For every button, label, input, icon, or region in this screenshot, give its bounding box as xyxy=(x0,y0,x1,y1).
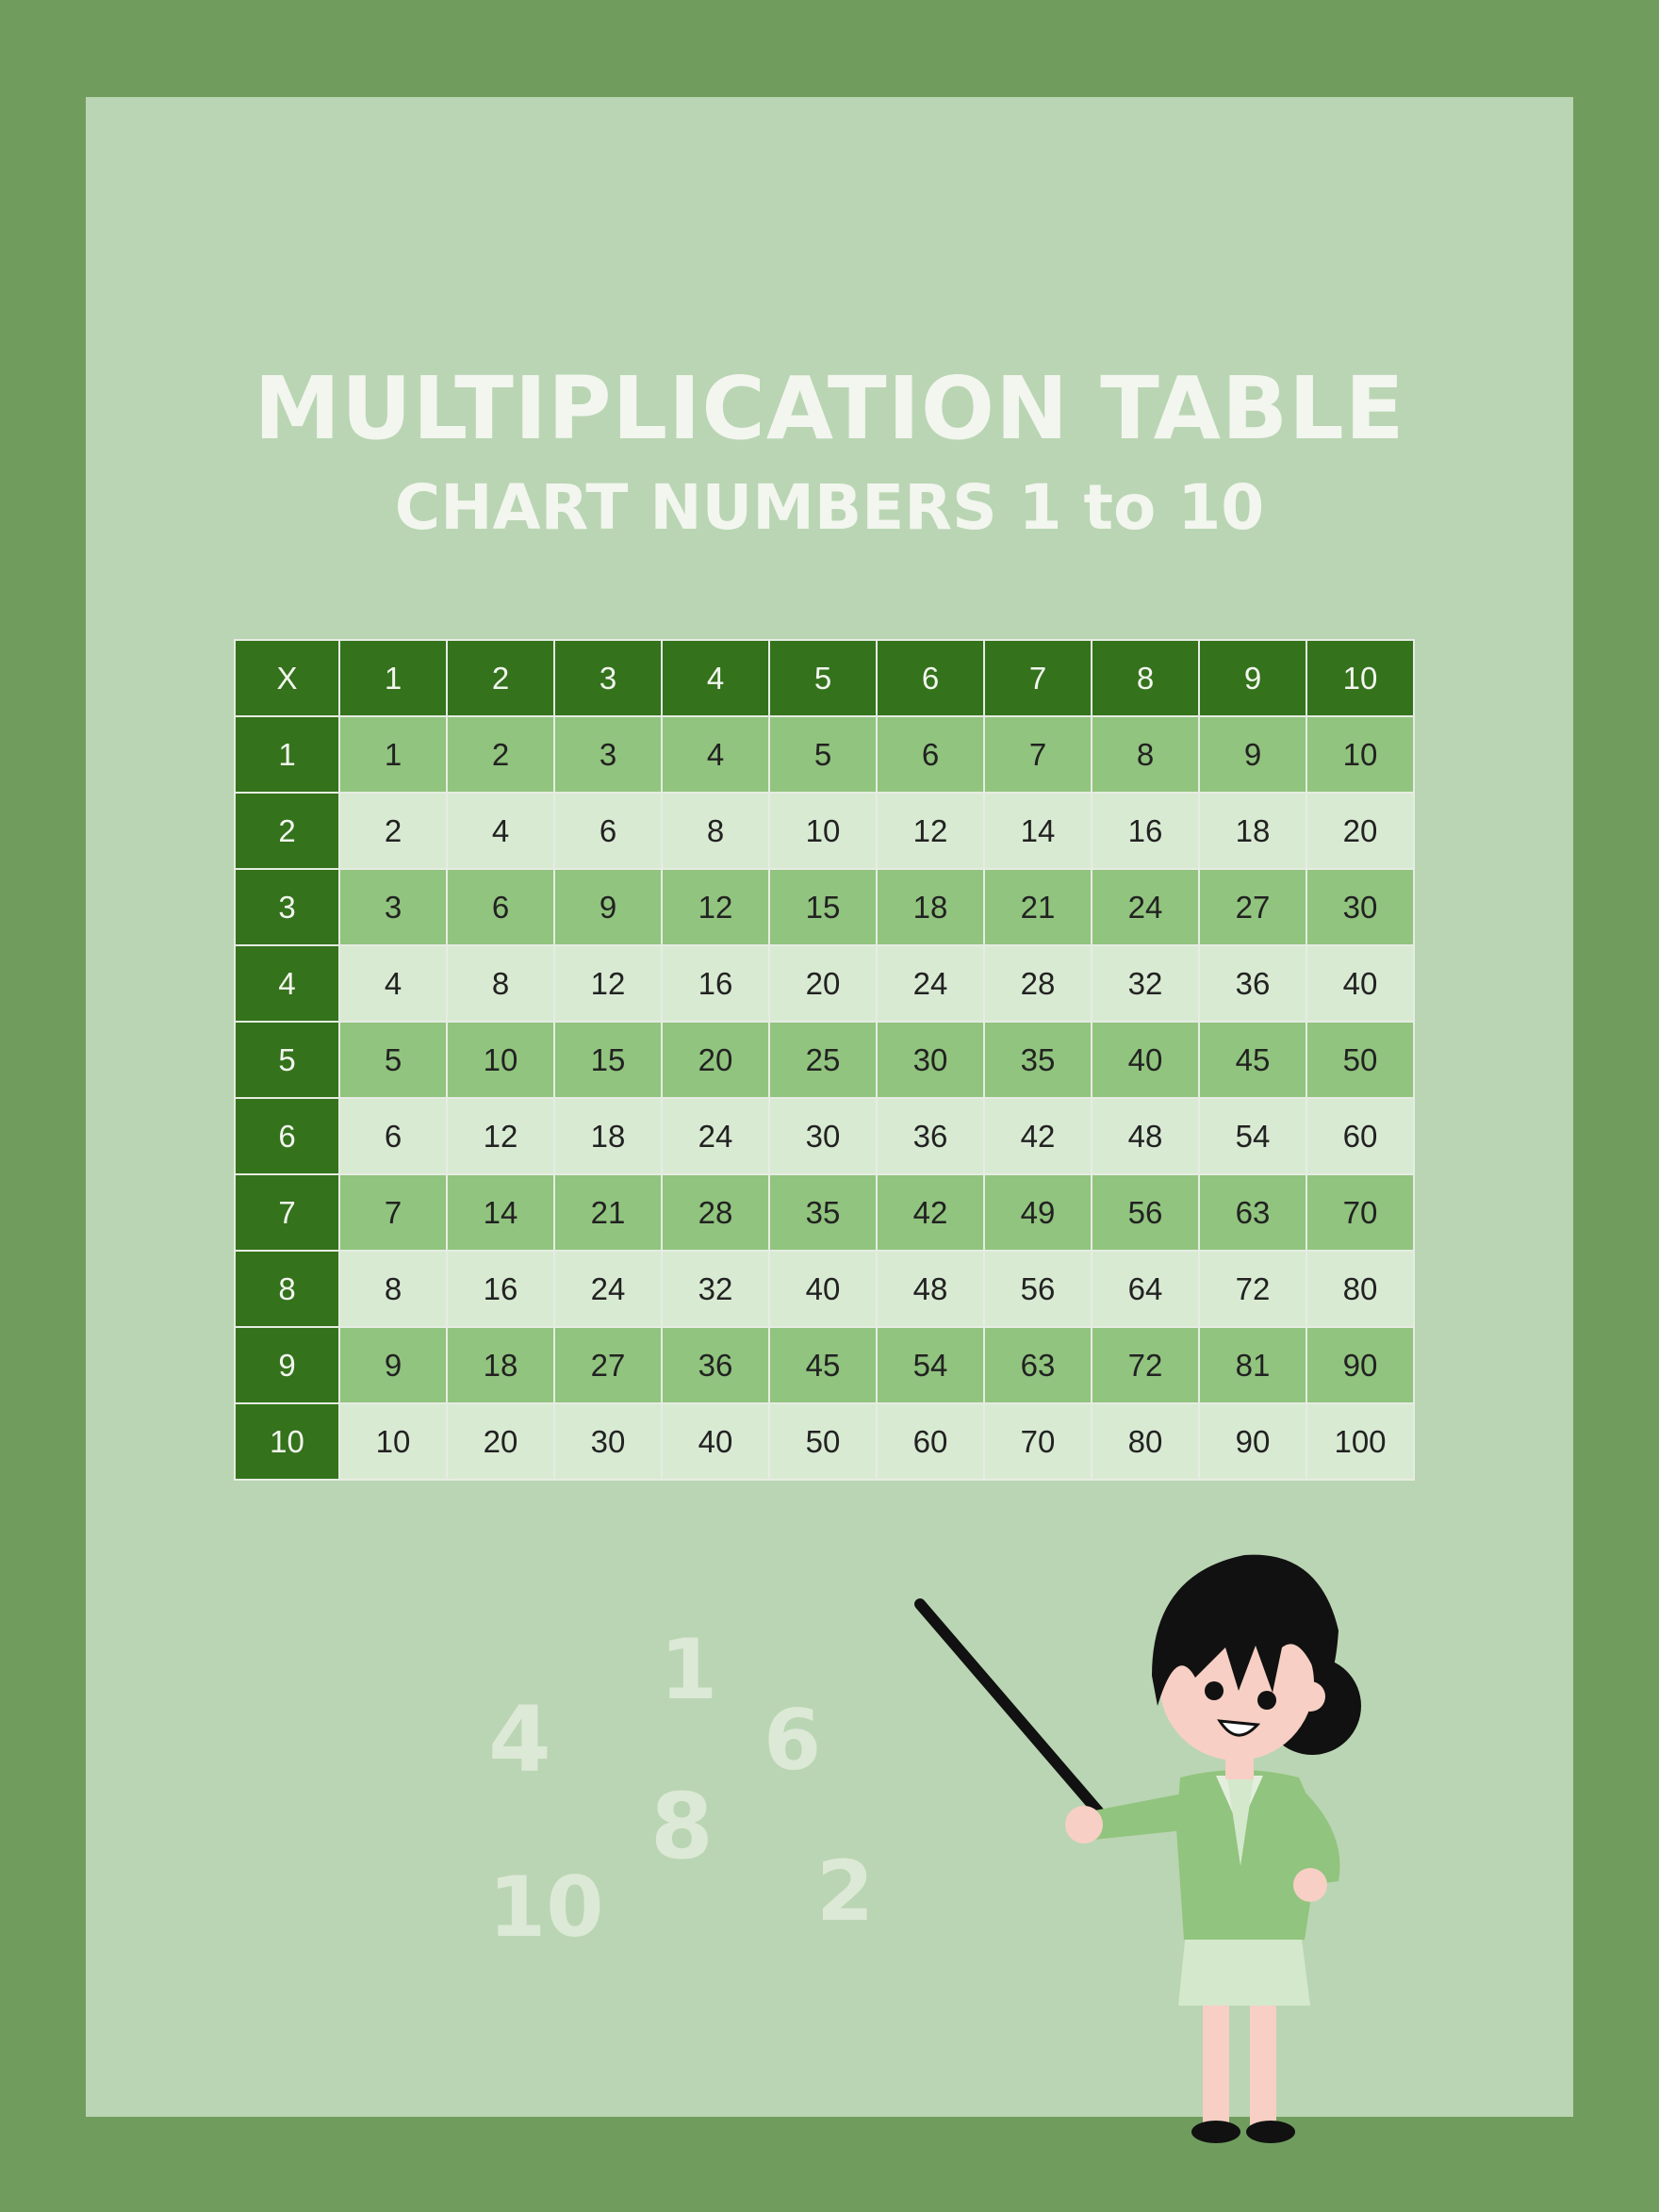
column-header: 4 xyxy=(662,640,769,716)
product-cell: 64 xyxy=(1092,1251,1199,1327)
product-cell: 72 xyxy=(1199,1251,1306,1327)
table-row xyxy=(235,869,1414,945)
product-cell: 20 xyxy=(1306,793,1414,869)
product-cell: 12 xyxy=(447,1098,554,1174)
product-cell: 6 xyxy=(447,869,554,945)
product-cell: 36 xyxy=(1199,945,1306,1022)
teacher-with-pointer-icon xyxy=(905,1546,1395,2158)
product-cell: 16 xyxy=(1092,793,1199,869)
product-cell: 70 xyxy=(1306,1174,1414,1251)
product-cell: 3 xyxy=(339,869,447,945)
page-subtitle: CHART NUMBERS 1 to 10 xyxy=(394,471,1265,544)
product-cell: 30 xyxy=(554,1403,662,1480)
product-cell: 3 xyxy=(554,716,662,793)
row-header: 1 xyxy=(235,716,339,793)
decorative-number: 1 xyxy=(660,1621,718,1718)
column-header: 3 xyxy=(554,640,662,716)
product-cell: 24 xyxy=(1092,869,1199,945)
product-cell: 32 xyxy=(662,1251,769,1327)
product-cell: 42 xyxy=(984,1098,1092,1174)
product-cell: 54 xyxy=(877,1327,984,1403)
product-cell: 2 xyxy=(339,793,447,869)
column-header: 5 xyxy=(769,640,877,716)
product-cell: 7 xyxy=(339,1174,447,1251)
product-cell: 5 xyxy=(769,716,877,793)
row-header: 7 xyxy=(235,1174,339,1251)
product-cell: 1 xyxy=(339,716,447,793)
product-cell: 15 xyxy=(769,869,877,945)
product-cell: 18 xyxy=(1199,793,1306,869)
product-cell: 81 xyxy=(1199,1327,1306,1403)
product-cell: 20 xyxy=(662,1022,769,1098)
product-cell: 6 xyxy=(554,793,662,869)
column-header: 10 xyxy=(1306,640,1414,716)
product-cell: 80 xyxy=(1306,1251,1414,1327)
product-cell: 10 xyxy=(1306,716,1414,793)
product-cell: 35 xyxy=(769,1174,877,1251)
row-header: 9 xyxy=(235,1327,339,1403)
product-cell: 8 xyxy=(662,793,769,869)
product-cell: 24 xyxy=(554,1251,662,1327)
product-cell: 16 xyxy=(662,945,769,1022)
corner-cell: X xyxy=(235,640,339,716)
product-cell: 6 xyxy=(339,1098,447,1174)
row-header: 10 xyxy=(235,1403,339,1480)
product-cell: 80 xyxy=(1092,1403,1199,1480)
product-cell: 7 xyxy=(984,716,1092,793)
product-cell: 5 xyxy=(339,1022,447,1098)
product-cell: 54 xyxy=(1199,1098,1306,1174)
product-cell: 49 xyxy=(984,1174,1092,1251)
product-cell: 45 xyxy=(769,1327,877,1403)
decorative-number: 10 xyxy=(488,1859,604,1956)
table-row xyxy=(235,716,1414,793)
product-cell: 48 xyxy=(877,1251,984,1327)
row-header: 2 xyxy=(235,793,339,869)
row-header: 8 xyxy=(235,1251,339,1327)
table-header-row xyxy=(235,640,1414,716)
product-cell: 12 xyxy=(877,793,984,869)
product-cell: 2 xyxy=(447,716,554,793)
product-cell: 28 xyxy=(662,1174,769,1251)
page-title: MULTIPLICATION TABLE xyxy=(254,358,1405,459)
product-cell: 14 xyxy=(447,1174,554,1251)
product-cell: 20 xyxy=(447,1403,554,1480)
row-header: 3 xyxy=(235,869,339,945)
product-cell: 12 xyxy=(554,945,662,1022)
product-cell: 30 xyxy=(769,1098,877,1174)
product-cell: 50 xyxy=(769,1403,877,1480)
product-cell: 40 xyxy=(662,1403,769,1480)
product-cell: 40 xyxy=(1092,1022,1199,1098)
product-cell: 20 xyxy=(769,945,877,1022)
product-cell: 60 xyxy=(877,1403,984,1480)
product-cell: 9 xyxy=(339,1327,447,1403)
product-cell: 28 xyxy=(984,945,1092,1022)
product-cell: 36 xyxy=(877,1098,984,1174)
product-cell: 12 xyxy=(662,869,769,945)
product-cell: 30 xyxy=(877,1022,984,1098)
product-cell: 70 xyxy=(984,1403,1092,1480)
product-cell: 27 xyxy=(1199,869,1306,945)
product-cell: 30 xyxy=(1306,869,1414,945)
column-header: 2 xyxy=(447,640,554,716)
table-row xyxy=(235,945,1414,1022)
table-row xyxy=(235,1403,1414,1480)
product-cell: 42 xyxy=(877,1174,984,1251)
product-cell: 40 xyxy=(1306,945,1414,1022)
product-cell: 90 xyxy=(1199,1403,1306,1480)
row-header: 5 xyxy=(235,1022,339,1098)
column-header: 6 xyxy=(877,640,984,716)
product-cell: 18 xyxy=(447,1327,554,1403)
decorative-number: 2 xyxy=(816,1843,875,1940)
multiplication-table-container xyxy=(234,639,1415,1481)
product-cell: 4 xyxy=(662,716,769,793)
product-cell: 45 xyxy=(1199,1022,1306,1098)
product-cell: 56 xyxy=(1092,1174,1199,1251)
product-cell: 24 xyxy=(662,1098,769,1174)
row-header: 6 xyxy=(235,1098,339,1174)
product-cell: 18 xyxy=(554,1098,662,1174)
product-cell: 100 xyxy=(1306,1403,1414,1480)
product-cell: 14 xyxy=(984,793,1092,869)
product-cell: 8 xyxy=(447,945,554,1022)
product-cell: 48 xyxy=(1092,1098,1199,1174)
product-cell: 35 xyxy=(984,1022,1092,1098)
column-header: 9 xyxy=(1199,640,1306,716)
product-cell: 9 xyxy=(1199,716,1306,793)
product-cell: 90 xyxy=(1306,1327,1414,1403)
product-cell: 6 xyxy=(877,716,984,793)
column-header: 8 xyxy=(1092,640,1199,716)
product-cell: 21 xyxy=(984,869,1092,945)
product-cell: 60 xyxy=(1306,1098,1414,1174)
product-cell: 24 xyxy=(877,945,984,1022)
product-cell: 72 xyxy=(1092,1327,1199,1403)
product-cell: 15 xyxy=(554,1022,662,1098)
product-cell: 9 xyxy=(554,869,662,945)
row-header: 4 xyxy=(235,945,339,1022)
product-cell: 40 xyxy=(769,1251,877,1327)
product-cell: 32 xyxy=(1092,945,1199,1022)
decorative-number: 8 xyxy=(650,1774,714,1879)
product-cell: 27 xyxy=(554,1327,662,1403)
multiplication-table xyxy=(234,639,1415,1481)
product-cell: 36 xyxy=(662,1327,769,1403)
product-cell: 4 xyxy=(339,945,447,1022)
decorative-number: 4 xyxy=(488,1687,551,1793)
table-row xyxy=(235,1022,1414,1098)
product-cell: 18 xyxy=(877,869,984,945)
table-row xyxy=(235,1098,1414,1174)
product-cell: 56 xyxy=(984,1251,1092,1327)
column-header: 1 xyxy=(339,640,447,716)
product-cell: 10 xyxy=(339,1403,447,1480)
column-header: 7 xyxy=(984,640,1092,716)
product-cell: 10 xyxy=(769,793,877,869)
product-cell: 50 xyxy=(1306,1022,1414,1098)
table-row xyxy=(235,1174,1414,1251)
table-row xyxy=(235,1327,1414,1403)
product-cell: 63 xyxy=(1199,1174,1306,1251)
table-row xyxy=(235,793,1414,869)
product-cell: 10 xyxy=(447,1022,554,1098)
product-cell: 21 xyxy=(554,1174,662,1251)
product-cell: 4 xyxy=(447,793,554,869)
product-cell: 8 xyxy=(1092,716,1199,793)
product-cell: 25 xyxy=(769,1022,877,1098)
decorative-number: 6 xyxy=(764,1692,822,1789)
product-cell: 8 xyxy=(339,1251,447,1327)
product-cell: 63 xyxy=(984,1327,1092,1403)
table-row xyxy=(235,1251,1414,1327)
product-cell: 16 xyxy=(447,1251,554,1327)
